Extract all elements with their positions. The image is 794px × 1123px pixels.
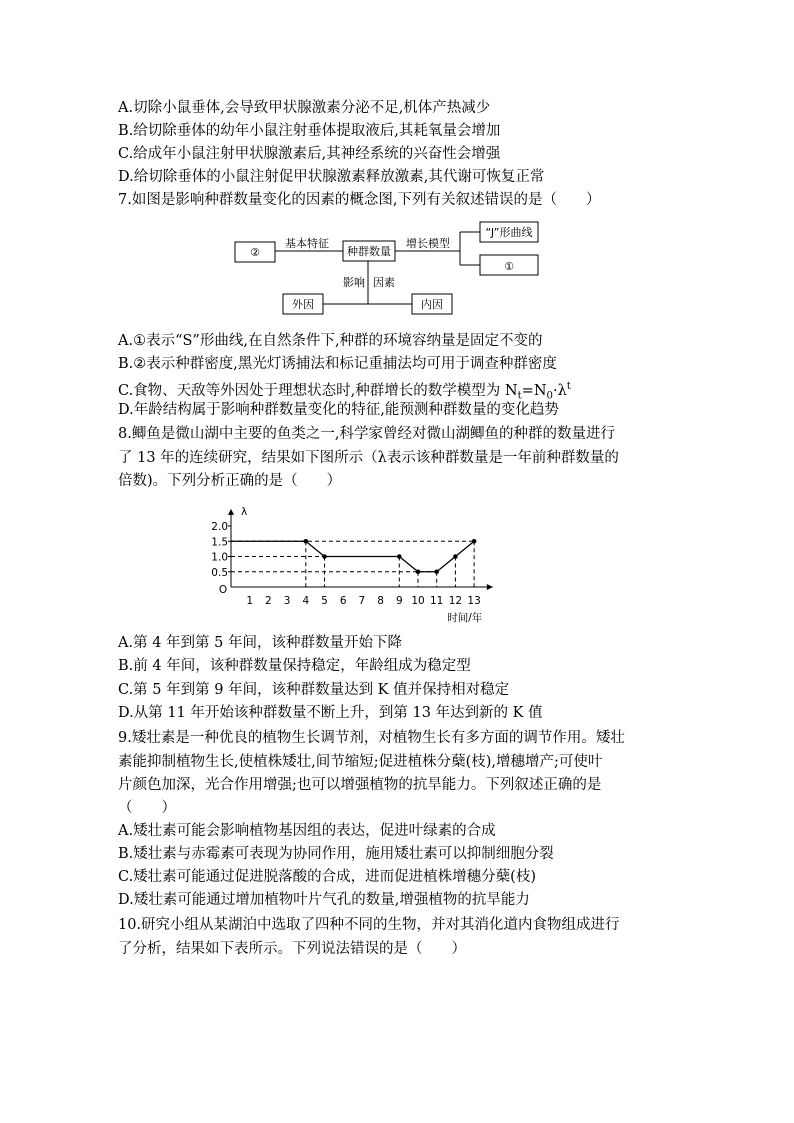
data-point — [322, 554, 327, 559]
q8-stem-2: 了 13 年的连续研究，结果如下图所示（λ表示该种群数量是一年前种群数量的 — [118, 450, 619, 466]
formula-lambda: ·λ — [552, 382, 567, 399]
q9-stem-2: 素能抑制植物生长,使植株矮壮,间节缩短;促进植株分蘖(枝),增穗增产;可使叶 — [118, 754, 603, 770]
x-tick-label: 1 — [246, 595, 254, 607]
q8-option-b: B.前 4 年间，该种群数量保持稳定，年龄组成为稳定型 — [118, 658, 471, 674]
q9-stem-1: 9.矮壮素是一种优良的植物生长调节剂，对植物生长有多方面的调节作用。矮壮 — [118, 730, 625, 746]
x-tick-label: 2 — [265, 595, 272, 607]
x-tick-label: 4 — [302, 595, 310, 607]
formula-sub-0: 0 — [546, 390, 553, 402]
y-tick-label: 2.0 — [211, 521, 228, 533]
q9-option-d: D.矮壮素可能通过增加植物叶片气孔的数量,增强植物的抗旱能力 — [118, 892, 530, 908]
diagram-label-2: ② — [250, 246, 260, 259]
y-axis-arrow — [228, 509, 234, 515]
formula-eq: =N — [521, 382, 547, 399]
x-tick-label: 10 — [411, 595, 425, 607]
x-tick-label: 8 — [377, 595, 384, 607]
diagram-box-inner — [412, 294, 452, 314]
q6-option-c: C.给成年小鼠注射甲状腺激素后,其神经系统的兴奋性会增强 — [118, 146, 501, 162]
formula-sup-t: t — [566, 381, 571, 392]
q10-stem-2: 了分析，结果如下表所示。下列说法错误的是（ ） — [118, 941, 466, 957]
data-point — [453, 554, 458, 559]
diagram-label-inner: 内因 — [421, 298, 443, 311]
data-point — [434, 569, 439, 574]
q9-option-b: B.矮壮素与赤霉素可表现为协同作用，施用矮壮素可以抑制细胞分裂 — [118, 846, 554, 862]
x-tick-label: 5 — [321, 595, 328, 607]
q9-option-c: C.矮壮素可能通过促进脱落酸的合成，进而促进植株增穗分蘖(枝) — [118, 869, 536, 885]
diagram-label-center: 种群数量 — [347, 245, 391, 258]
q6-option-a: A.切除小鼠垂体,会导致甲状腺激素分泌不足,机体产热减少 — [118, 100, 491, 116]
q7-option-a: A.①表示“S”形曲线,在自然条件下,种群的环境容纳量是固定不变的 — [118, 333, 543, 349]
x-tick-label: 9 — [395, 595, 403, 607]
q9-option-a: A.矮壮素可能会影响植物基因组的表达，促进叶绿素的合成 — [118, 823, 496, 839]
diagram-edge-basic: 基本特征 — [285, 237, 329, 250]
y-tick-label: 0.5 — [211, 566, 228, 579]
diagram-edge-growth: 增长模型 — [406, 237, 450, 250]
q9-stem-3: 片颜色加深，光合作用增强;也可以增强植物的抗旱能力。下列叙述正确的是 — [118, 777, 602, 793]
diagram-label-outer: 外因 — [292, 298, 314, 311]
q8-option-d: D.从第 11 年开始该种群数量不断上升，到第 13 年达到新的 K 值 — [118, 705, 543, 721]
y-tick-label: 1.0 — [211, 551, 228, 564]
diagram-box-1 — [480, 255, 538, 275]
x-axis-label: 时间/年 — [447, 612, 483, 624]
diagram-label-j-curve: “J”形曲线 — [485, 226, 533, 239]
data-point — [416, 569, 421, 574]
origin-label: O — [218, 584, 228, 596]
q7-option-b: B.②表示种群密度,黑光灯诱捕法和标记重捕法均可用于调查种群密度 — [118, 356, 557, 372]
x-tick-label: 11 — [430, 595, 444, 607]
q6-option-b: B.给切除垂体的幼年小鼠注射垂体提取液后,其耗氧量会增加 — [118, 123, 501, 139]
x-tick-label: 12 — [448, 595, 463, 607]
diagram-box-j-curve — [480, 222, 538, 242]
diagram-box-outer — [283, 294, 323, 314]
x-axis-arrow — [487, 584, 493, 590]
q7-option-d: D.年龄结构属于影响种群数量变化的特征,能预测种群数量的变化趋势 — [118, 402, 559, 418]
data-point — [397, 554, 402, 559]
q10-stem-1: 10.研究小组从某湖泊中选取了四种不同的生物，并对其消化道内食物组成进行 — [118, 917, 620, 933]
q6-option-d: D.给切除垂体的小鼠注射促甲状腺激素释放激素,其代谢可恢复正常 — [118, 169, 545, 185]
x-tick-label: 6 — [339, 595, 347, 607]
data-point — [304, 539, 309, 544]
q8-stem-1: 8.鲫鱼是微山湖中主要的鱼类之一,科学家曾经对微山湖鲫鱼的种群的数量进行 — [118, 426, 615, 442]
diagram-edge-factor: 因素 — [373, 276, 395, 289]
formula-sub-t: t — [517, 390, 522, 402]
q8-option-a: A.第 4 年到第 5 年间，该种群数量开始下降 — [118, 635, 402, 651]
y-tick-label: 1.5 — [211, 536, 228, 549]
x-tick-label: 7 — [358, 595, 366, 607]
q8-option-c: C.第 5 年到第 9 年间，该种群数量达到 K 值并保持相对稳定 — [118, 682, 510, 698]
diagram-box-center — [343, 241, 395, 261]
lambda-line — [231, 541, 474, 572]
q9-stem-4: （ ） — [118, 800, 176, 816]
diagram-box-2 — [235, 242, 275, 262]
data-point — [472, 539, 477, 544]
x-tick-label: 3 — [283, 595, 291, 607]
diagram-label-1: ① — [504, 260, 514, 273]
q7-stem: 7.如图是影响种群数量变化的因素的概念图,下列有关叙述错误的是（ ） — [118, 192, 601, 208]
q7-option-c-text: C.食物、天敌等外因处于理想状态时,种群增长的数学模型为 N — [118, 382, 518, 399]
y-axis-label: λ — [241, 505, 248, 518]
q8-stem-3: 倍数)。下列分析正确的是（ ） — [118, 473, 342, 489]
x-tick-label: 13 — [467, 595, 481, 607]
diagram-edge-influence: 影响 — [343, 276, 365, 289]
